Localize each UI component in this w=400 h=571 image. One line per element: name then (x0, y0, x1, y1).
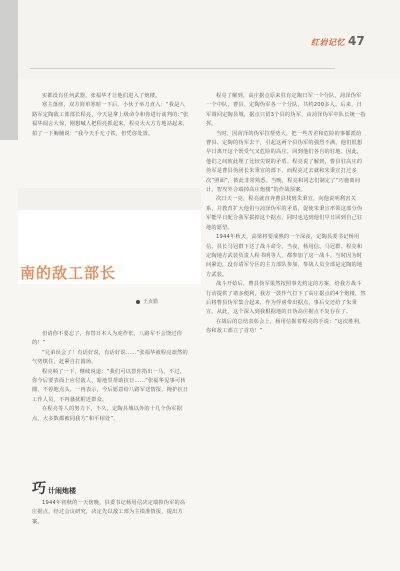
paragraph: 1944年秋天，高梁将要成熟的一个深夜，定陶县委书记杨用信、县长马冠群下达了战斗命令。当夜，杨用信、马冠群、程亮和定陶地方武装负责人程书明等人，都参加了这一战斗。当时因为时间紧迫，没有请军分区的主力部队参加，参战人员全部是定陶的地方武装。 (206, 234, 363, 278)
subheading-text: 计闹炮楼 (48, 487, 76, 495)
header-rule (30, 68, 335, 69)
paragraph: “兄弟误会了！有话好说，有话好说……”张福华被程亮凛然的气势镇住，赶紧自打圆场。 (32, 349, 188, 366)
article-title: 南的敌工部长 (20, 264, 117, 282)
right-column (206, 92, 366, 337)
section-name: 红岩记忆 (311, 38, 345, 47)
title-banner-strip (18, 188, 201, 210)
paragraph: 战斗开始后，曹县伪军果然按照事先约定的方案，给我方战斗行动提供了诸多便利，我方一鼓作气打下了高庄据点的4个炮楼，然后将曹县伪军集合起来，作为俘虏带出据点，事后交还给了朱秉宣。从此，这个深入到我根据地的日伪高庄据点不复存在了。 (206, 281, 366, 316)
paragraph: 在程亮等人的努力下，不久，定陶县城以外的十几个伪军据点，大多数都被同我方“和平相处”。 (32, 406, 183, 422)
author-name: 王贞勤 (143, 299, 159, 305)
paragraph: 程亮顿了一下，继续说道：“我们可以替你指出一马，不过，你今后要表面上应付敌人，暗地里帮助抗日……”张福华见事可转圜，不停地点头，一再表示，今后愿意给八路军送情报，掩护抗日工作人员，不再骚扰附近群众。 (32, 368, 189, 403)
left-column-top (32, 92, 189, 139)
paragraph: 寒主落座，双方简单寒暄一下后，小伙子举刀直入：“我是八路军定陶敌工部部长程亮，今天是拿上级命令和你进行谈判的：”张福华闻言大惊，刚想喊人把程亮抓起来，程亮大大方方地站起来，拍了一下胸脯说：“我今天手无寸铁，但凭你处置。 (32, 102, 189, 137)
paragraph: 次日天一亮，程亮就直奔曹县找到朱秉宣，向他说明利害关系，并教育扩大他们与菏泽伪军的矛盾，促使朱秉宣率领这部分伪军能早日配合我军拔掉这个据点，同时也达到他们早日回到自己驻地的愿望。 (206, 196, 363, 231)
author-bullet-icon (136, 300, 140, 304)
page-number: 47 (348, 34, 365, 48)
paragraph: 程亮了解到，高庄据点原来驻有定陶日军一个分队，菏泽伪军一个中队，曹县、定陶伪军各一个分队，共约200多人。后来，日军调回定陶县城，据点只留3个县的伪军，由菏泽伪军中队长统一指挥。 (206, 93, 366, 128)
paragraph: 在战后的总结表彰会上，杨用信握着程亮的手说：“这次胜利，你和敌工部立了首功！” (206, 318, 365, 335)
author-byline (136, 298, 158, 305)
paragraph: 1944年初秋的一天傍晚，县委书记杨用信决定端掉伪军的高庄据点，经过会议研究，决定先以敌工部为主摸准情报，提出方案。 (32, 500, 186, 525)
paragraph: 但请你不要忘了，你替日本人为虎作伥，八路军不会饶过你的！” (32, 331, 183, 347)
left-column-after-heading (32, 499, 189, 527)
paragraph: 当时，因菏泽的伪军拉帮势大，把一些苦差和危险的事都派给曹县、定陶的伪军去干，引起这两个县伪军的强烈不满，他们很想早日离开这个既受气又危险的高庄，回到他们各自的驻地。因此，他们之间彼此埋了比较尖锐的矛盾。程亮说了解到，曹县驻高庄的伪军是曹县伪团长朱秉宣的部下，而程亮过去就和朱秉宣打过多次“照面”，彼此非常熟悉。当晚，程亮和同志们制定了“巧施离间计，智攻外合端掉高庄炮楼”的作战预案。 (206, 130, 363, 194)
decorative-side-stripe (0, 0, 18, 140)
section-subheading (32, 478, 76, 498)
subheading-char: 巧 (32, 481, 46, 497)
left-column-bottom (32, 330, 189, 424)
paragraph: 实都没有任何武器，张福华才让他们进入了炮楼。 (42, 93, 161, 99)
